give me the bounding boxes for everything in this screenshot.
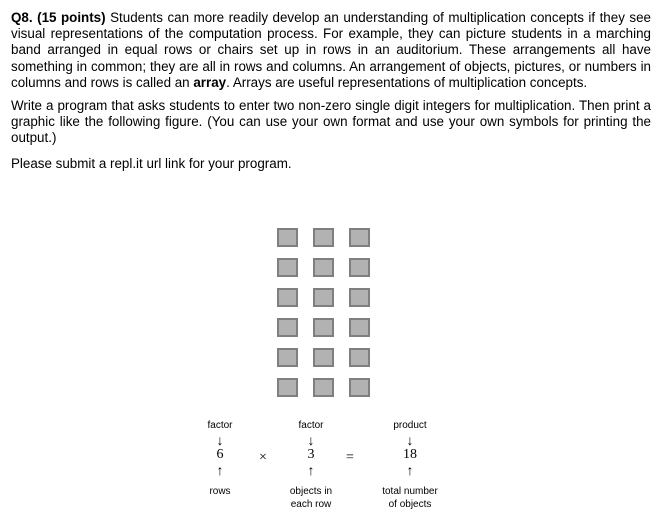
- factor-cols-column: [281, 419, 341, 511]
- array-object: [277, 258, 298, 277]
- array-object: [313, 378, 334, 397]
- question-paragraph-2: Write a program that asks students to enter two non-zero single digit integers for multiplication. Then print a graphic like the following figure. (You can use your own format and use your own symbols for printing the output.): [11, 98, 651, 146]
- question-number: Q8. (15 points): [11, 10, 106, 25]
- product-value: 18: [403, 447, 417, 462]
- product-caption-line-2: of objects: [388, 499, 432, 510]
- up-arrow-icon: ↑: [216, 462, 224, 478]
- array-object: [277, 348, 298, 367]
- equals-sign: =: [346, 450, 354, 465]
- product-label: product: [393, 420, 427, 431]
- product-column: [374, 419, 446, 511]
- submission-instructions: Please submit a repl.it url link for your program.: [11, 155, 292, 171]
- factor-cols-value: 3: [307, 447, 315, 462]
- intro-text: Students can more readily develop an understanding of multiplication concepts if they see visual representations of the computation process. For example, they can picture students in a marching band arranged in equal rows or chairs set up in rows in an auditorium. These arrangements all have something in common; they are all in rows and columns. An arrangement of objects, pictures, or numbers in columns and rows is called an: [11, 10, 651, 90]
- times-sign: ×: [259, 450, 267, 465]
- array-object: [349, 228, 370, 247]
- array-object: [349, 378, 370, 397]
- array-object: [277, 288, 298, 307]
- array-object: [313, 288, 334, 307]
- array-object: [349, 348, 370, 367]
- factor-rows-column: [198, 419, 242, 498]
- array-object: [277, 378, 298, 397]
- factor-label: factor: [298, 420, 324, 431]
- down-arrow-icon: ↓: [406, 432, 414, 448]
- array-object: [349, 318, 370, 337]
- up-arrow-icon: ↑: [307, 462, 315, 478]
- down-arrow-icon: ↓: [216, 432, 224, 448]
- array-term: array: [193, 74, 227, 90]
- object-array: [277, 228, 370, 397]
- array-object: [313, 228, 334, 247]
- down-arrow-icon: ↓: [307, 432, 315, 448]
- cols-caption-line-1: objects in: [289, 486, 333, 497]
- array-object: [349, 258, 370, 277]
- factor-label: factor: [207, 420, 233, 431]
- array-object: [313, 318, 334, 337]
- rows-caption: rows: [209, 486, 231, 497]
- array-object: [313, 258, 334, 277]
- factor-rows-value: 6: [216, 447, 224, 462]
- array-object: [349, 288, 370, 307]
- array-object: [277, 318, 298, 337]
- array-object: [313, 348, 334, 367]
- up-arrow-icon: ↑: [406, 462, 414, 478]
- array-object: [277, 228, 298, 247]
- cols-caption-line-2: each row: [290, 499, 332, 510]
- intro-text-end: . Arrays are useful representations of multiplication concepts.: [226, 74, 588, 90]
- product-caption-line-1: total number: [382, 486, 438, 497]
